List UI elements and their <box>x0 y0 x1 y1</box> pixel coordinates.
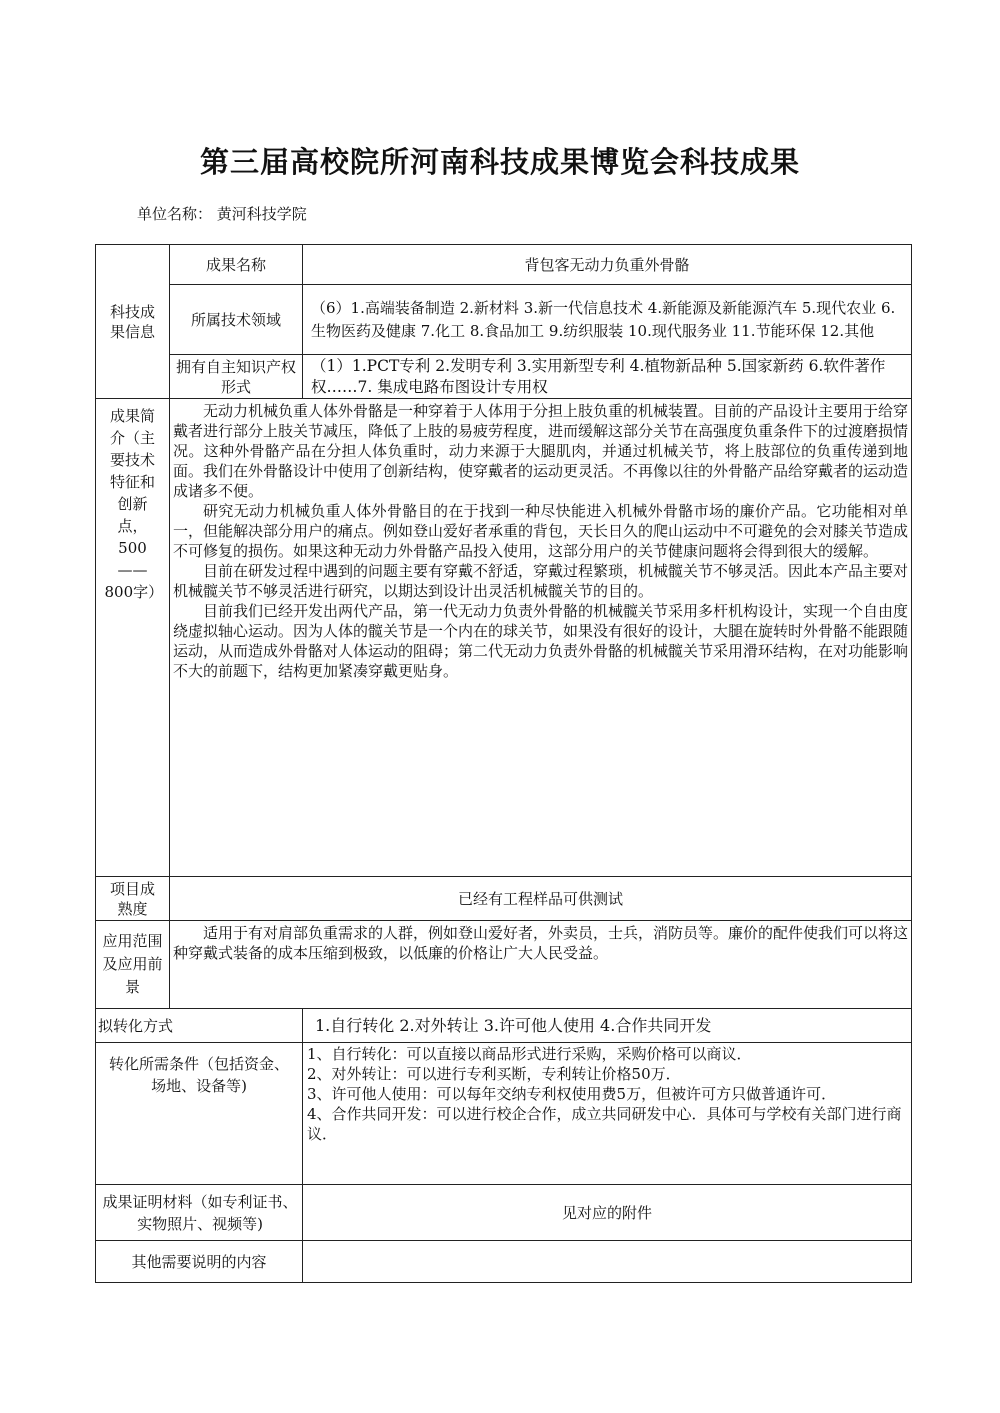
row-maturity <box>96 877 912 921</box>
ip-form-label: 拥有自主知识产权形式 <box>170 355 303 399</box>
summary-label: 成果简介（主要技术特征和创新点，500——800字） <box>96 399 170 877</box>
row-summary <box>96 399 912 877</box>
transfer-mode-value: 1.自行转化 2.对外转让 3.许可他人使用 4.合作共同开发 <box>303 1009 912 1043</box>
tech-field-value: （6）1.高端装备制造 2.新材料 3.新一代信息技术 4.新能源及新能源汽车 5.现代农业 6.生物医药及健康 7.化工 8.食品加工 9.纺织服装 10.现代服务业 11.节能环保 12.其他 <box>303 285 912 355</box>
row-ip-form <box>96 355 912 399</box>
other-label: 其他需要说明的内容 <box>96 1241 303 1283</box>
row-proof <box>96 1185 912 1241</box>
condition-line-3: 3、许可他人使用：可以每年交纳专利权使用费5万，但被许可方只做普通许可． <box>307 1085 837 1103</box>
achievement-name-label: 成果名称 <box>170 245 303 285</box>
info-section-label: 科技成果信息 <box>96 245 170 399</box>
summary-paragraph-4: 目前我们已经开发出两代产品，第一代无动力负责外骨骼的机械髋关节采用多杆机构设计，实现一个自由度绕虚拟轴心运动。因为人体的髋关节是一个内在的球关节，如果没有很好的设计，大腿在旋转时外骨骼不能跟随运动，从而造成外骨骼对人体运动的阻碍；第二代无动力负责外骨骼的机械髋关节采用滑环结构，在对功能影响不大的前题下，结构更加紧凑穿戴更贴身。 <box>173 602 909 680</box>
summary-paragraph-1: 无动力机械负重人体外骨骼是一种穿着于人体用于分担上肢负重的机械装置。目前的产品设计主要用于给穿戴者进行部分上肢关节减压，降低了上肢的易疲劳程度，进而缓解这部分关节在高强度负重条件下的过渡磨损情况。这种外骨骼产品在分担人体负重时，动力来源于大腿肌肉，并通过机械关节，将上肢部位的负重传递到地面。我们在外骨骼设计中使用了创新结构，使穿戴者的运动更灵活。不再像以往的外骨骼产品给穿戴者的运动造成诸多不便。 <box>173 402 909 500</box>
transfer-conditions-value <box>303 1043 912 1185</box>
application-text: 适用于有对肩部负重需求的人群，例如登山爱好者，外卖员，士兵，消防员等。廉价的配件使我们可以将这种穿戴式装备的成本压缩到极致，以低廉的价格让广大人民受益。 <box>170 921 912 1009</box>
achievement-name-value: 背包客无动力负重外骨骼 <box>303 245 912 285</box>
unit-name-line: 单位名称： 黄河科技学院 <box>137 205 307 223</box>
row-achievement-name <box>96 245 912 285</box>
summary-text <box>170 399 912 877</box>
row-transfer-conditions <box>96 1043 912 1185</box>
summary-paragraph-3: 目前在研发过程中遇到的问题主要有穿戴不舒适，穿戴过程繁琐，机械髋关节不够灵活。因此本产品主要对机械髋关节不够灵活进行研究，以期达到设计出灵活机械髋关节的目的。 <box>173 562 909 600</box>
transfer-mode-label: 拟转化方式 <box>96 1009 303 1043</box>
row-transfer-mode <box>96 1009 912 1043</box>
maturity-label: 项目成熟度 <box>96 877 170 921</box>
transfer-conditions-label: 转化所需条件（包括资金、场地、设备等) <box>96 1043 303 1185</box>
condition-line-4: 4、合作共同开发：可以进行校企合作，成立共同研发中心．具体可与学校有关部门进行商议． <box>307 1105 902 1143</box>
condition-line-2: 2、对外转让：可以进行专利买断，专利转让价格50万． <box>307 1065 681 1083</box>
proof-label: 成果证明材料（如专利证书、实物照片、视频等) <box>96 1185 303 1241</box>
achievement-form-table <box>95 244 912 1283</box>
application-label: 应用范围及应用前景 <box>96 921 170 1009</box>
proof-value: 见对应的附件 <box>303 1185 912 1241</box>
condition-line-1: 1、自行转化：可以直接以商品形式进行采购，采购价格可以商议． <box>307 1045 752 1063</box>
row-other <box>96 1241 912 1283</box>
document-title: 第三届高校院所河南科技成果博览会科技成果 <box>199 145 800 179</box>
row-tech-field <box>96 285 912 355</box>
other-value <box>303 1241 912 1283</box>
ip-form-value: （1）1.PCT专利 2.发明专利 3.实用新型专利 4.植物新品种 5.国家新药 6.软件著作权……7. 集成电路布图设计专用权 <box>303 355 912 399</box>
tech-field-label: 所属技术领域 <box>170 285 303 355</box>
maturity-value: 已经有工程样品可供测试 <box>170 877 912 921</box>
row-application <box>96 921 912 1009</box>
summary-paragraph-2: 研究无动力机械负重人体外骨骼目的在于找到一种尽快能进入机械外骨骼市场的廉价产品。它功能相对单一，但能解决部分用户的痛点。例如登山爱好者承重的背包，天长日久的爬山运动中不可避免的会对膝关节造成不可修复的损伤。如果这种无动力外骨骼产品投入使用，这部分用户的关节健康问题将会得到很大的缓解。 <box>173 502 909 560</box>
